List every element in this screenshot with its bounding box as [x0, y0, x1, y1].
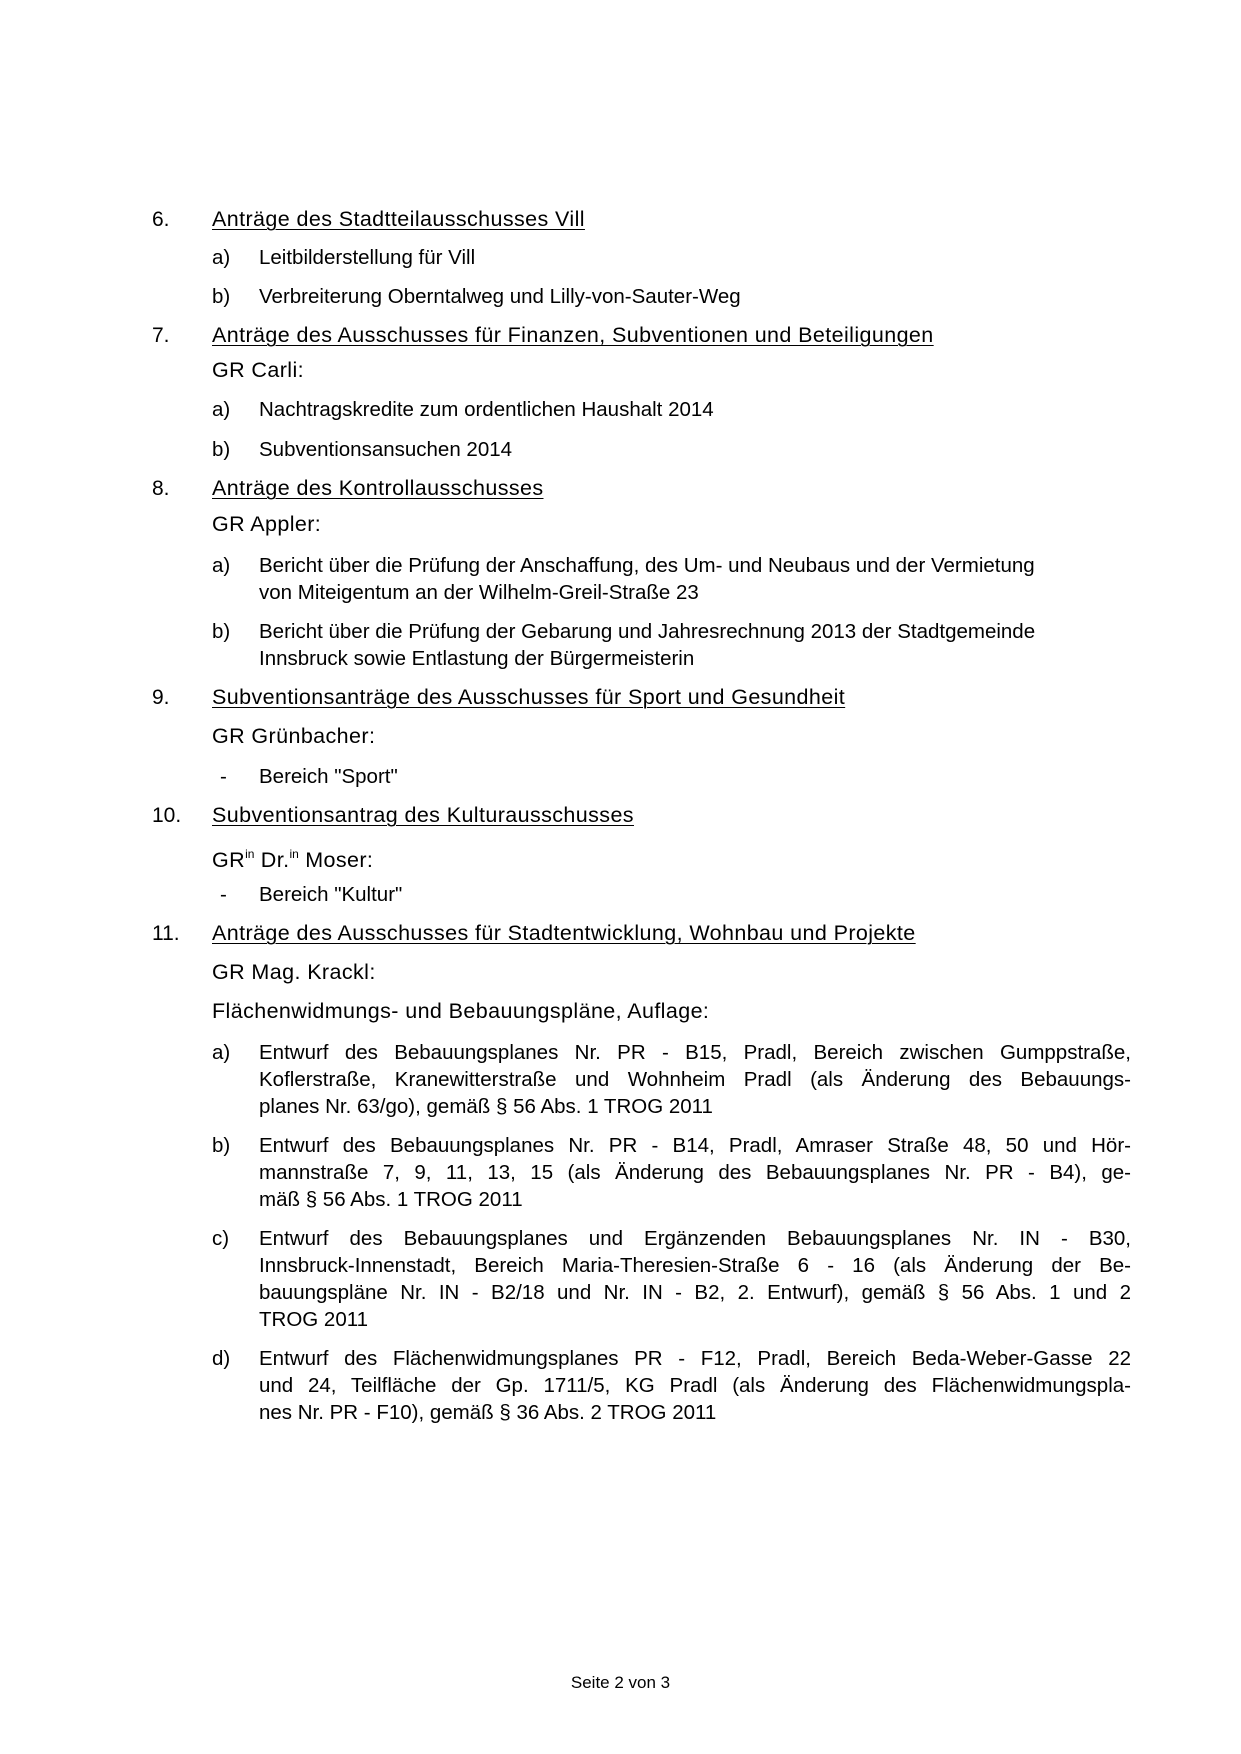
- item-11c-line3: bauungspläne Nr. IN - B2/18 und Nr. IN - B2, 2. Entwurf), gemäß § 56 Abs. 1 und 2: [259, 1281, 1131, 1304]
- item-11b-line3: mäß § 56 Abs. 1 TROG 2011: [259, 1188, 523, 1211]
- item-10-title: Subventionsantrag des Kulturausschusses: [212, 803, 634, 827]
- item-11d-line2: und 24, Teilfläche der Gp. 1711/5, KG Pradl (als Änderung des Flächenwidmungspla-: [259, 1374, 1131, 1397]
- item-10-dash-marker: -: [220, 883, 227, 906]
- item-11-number: 11.: [152, 922, 180, 945]
- item-11-title: Anträge des Ausschusses für Stadtentwicklung, Wohnbau und Projekte: [212, 921, 916, 945]
- item-8-presenter: GR Appler:: [212, 512, 322, 536]
- item-11c-line1: Entwurf des Bebauungsplanes und Ergänzenden Bebauungsplanes Nr. IN - B30,: [259, 1227, 1131, 1250]
- item-11d-line3: nes Nr. PR - F10), gemäß § 36 Abs. 2 TROG 2011: [259, 1401, 717, 1424]
- item-10-number: 10.: [152, 804, 182, 827]
- item-10-presenter-dr: Dr.: [260, 848, 290, 872]
- item-8b-line1: Bericht über die Prüfung der Gebarung und Jahresrechnung 2013 der Stadtgemeinde: [259, 620, 1036, 643]
- page-number-footer: Seite 2 von 3: [570, 1673, 671, 1692]
- item-7b-text: Subventionsansuchen 2014: [259, 438, 513, 461]
- item-8a-line2: von Miteigentum an der Wilhelm-Greil-Straße 23: [259, 581, 699, 604]
- item-7a-marker: a): [212, 398, 231, 421]
- item-11-presenter: GR Mag. Krackl:: [212, 960, 376, 984]
- item-10-presenter-gr-sup: in: [245, 847, 255, 861]
- item-11a-line3: planes Nr. 63/go), gemäß § 56 Abs. 1 TROG 2011: [259, 1095, 713, 1118]
- item-6-title: Anträge des Stadtteilausschusses Vill: [212, 207, 585, 231]
- item-10-presenter-dr-sup: in: [289, 847, 299, 861]
- item-11b-line1: Entwurf des Bebauungsplanes Nr. PR - B14, Pradl, Amraser Straße 48, 50 und Hör-: [259, 1134, 1131, 1157]
- item-9-title: Subventionsanträge des Ausschusses für Sport und Gesundheit: [212, 685, 846, 709]
- item-11a-line2: Koflerstraße, Kranewitterstraße und Wohnheim Pradl (als Änderung des Bebauungs-: [259, 1068, 1131, 1091]
- item-10-presenter: [212, 841, 373, 874]
- item-8a-marker: a): [212, 554, 231, 577]
- item-10-dash-text: Bereich "Kultur": [259, 883, 403, 906]
- item-11c-marker: c): [212, 1227, 230, 1250]
- item-8a-line1: Bericht über die Prüfung der Anschaffung, des Um- und Neubaus und der Vermietung: [259, 554, 1035, 577]
- item-9-dash-marker: -: [220, 765, 227, 788]
- item-7b-marker: b): [212, 438, 231, 461]
- item-11b-marker: b): [212, 1134, 231, 1157]
- item-11a-marker: a): [212, 1041, 231, 1064]
- item-11c-line4: TROG 2011: [259, 1308, 368, 1331]
- item-11d-marker: d): [212, 1347, 231, 1370]
- item-7-presenter: GR Carli:: [212, 358, 304, 382]
- item-10-presenter-gr: GR: [212, 848, 246, 872]
- item-11-subheading: Flächenwidmungs- und Bebauungspläne, Auflage:: [212, 999, 710, 1023]
- item-8-title: Anträge des Kontrollausschusses: [212, 476, 544, 500]
- item-7-title: Anträge des Ausschusses für Finanzen, Subventionen und Beteiligungen: [212, 323, 934, 347]
- item-8b-line2: Innsbruck sowie Entlastung der Bürgermeisterin: [259, 647, 695, 670]
- item-6a-text: Leitbilderstellung für Vill: [259, 246, 476, 269]
- item-9-presenter: GR Grünbacher:: [212, 724, 376, 748]
- item-8-number: 8.: [152, 477, 170, 500]
- item-6-number: 6.: [152, 208, 170, 231]
- item-6b-text: Verbreiterung Oberntalweg und Lilly-von-Sauter-Weg: [259, 285, 741, 308]
- item-11a-line1: Entwurf des Bebauungsplanes Nr. PR - B15, Pradl, Bereich zwischen Gumppstraße,: [259, 1041, 1131, 1064]
- item-9-dash-text: Bereich "Sport": [259, 765, 398, 788]
- item-10-presenter-name: Moser:: [305, 848, 374, 872]
- item-9-number: 9.: [152, 686, 170, 709]
- item-11c-line2: Innsbruck-Innenstadt, Bereich Maria-Theresien-Straße 6 - 16 (als Änderung der Be-: [259, 1254, 1131, 1277]
- item-6b-marker: b): [212, 285, 231, 308]
- item-11d-line1: Entwurf des Flächenwidmungsplanes PR - F12, Pradl, Bereich Beda-Weber-Gasse 22: [259, 1347, 1131, 1370]
- item-7a-text: Nachtragskredite zum ordentlichen Haushalt 2014: [259, 398, 714, 421]
- item-8b-marker: b): [212, 620, 231, 643]
- item-11b-line2: mannstraße 7, 9, 11, 13, 15 (als Änderung des Bebauungsplanes Nr. PR - B4), ge-: [259, 1161, 1131, 1184]
- item-6a-marker: a): [212, 246, 231, 269]
- item-7-number: 7.: [152, 324, 170, 347]
